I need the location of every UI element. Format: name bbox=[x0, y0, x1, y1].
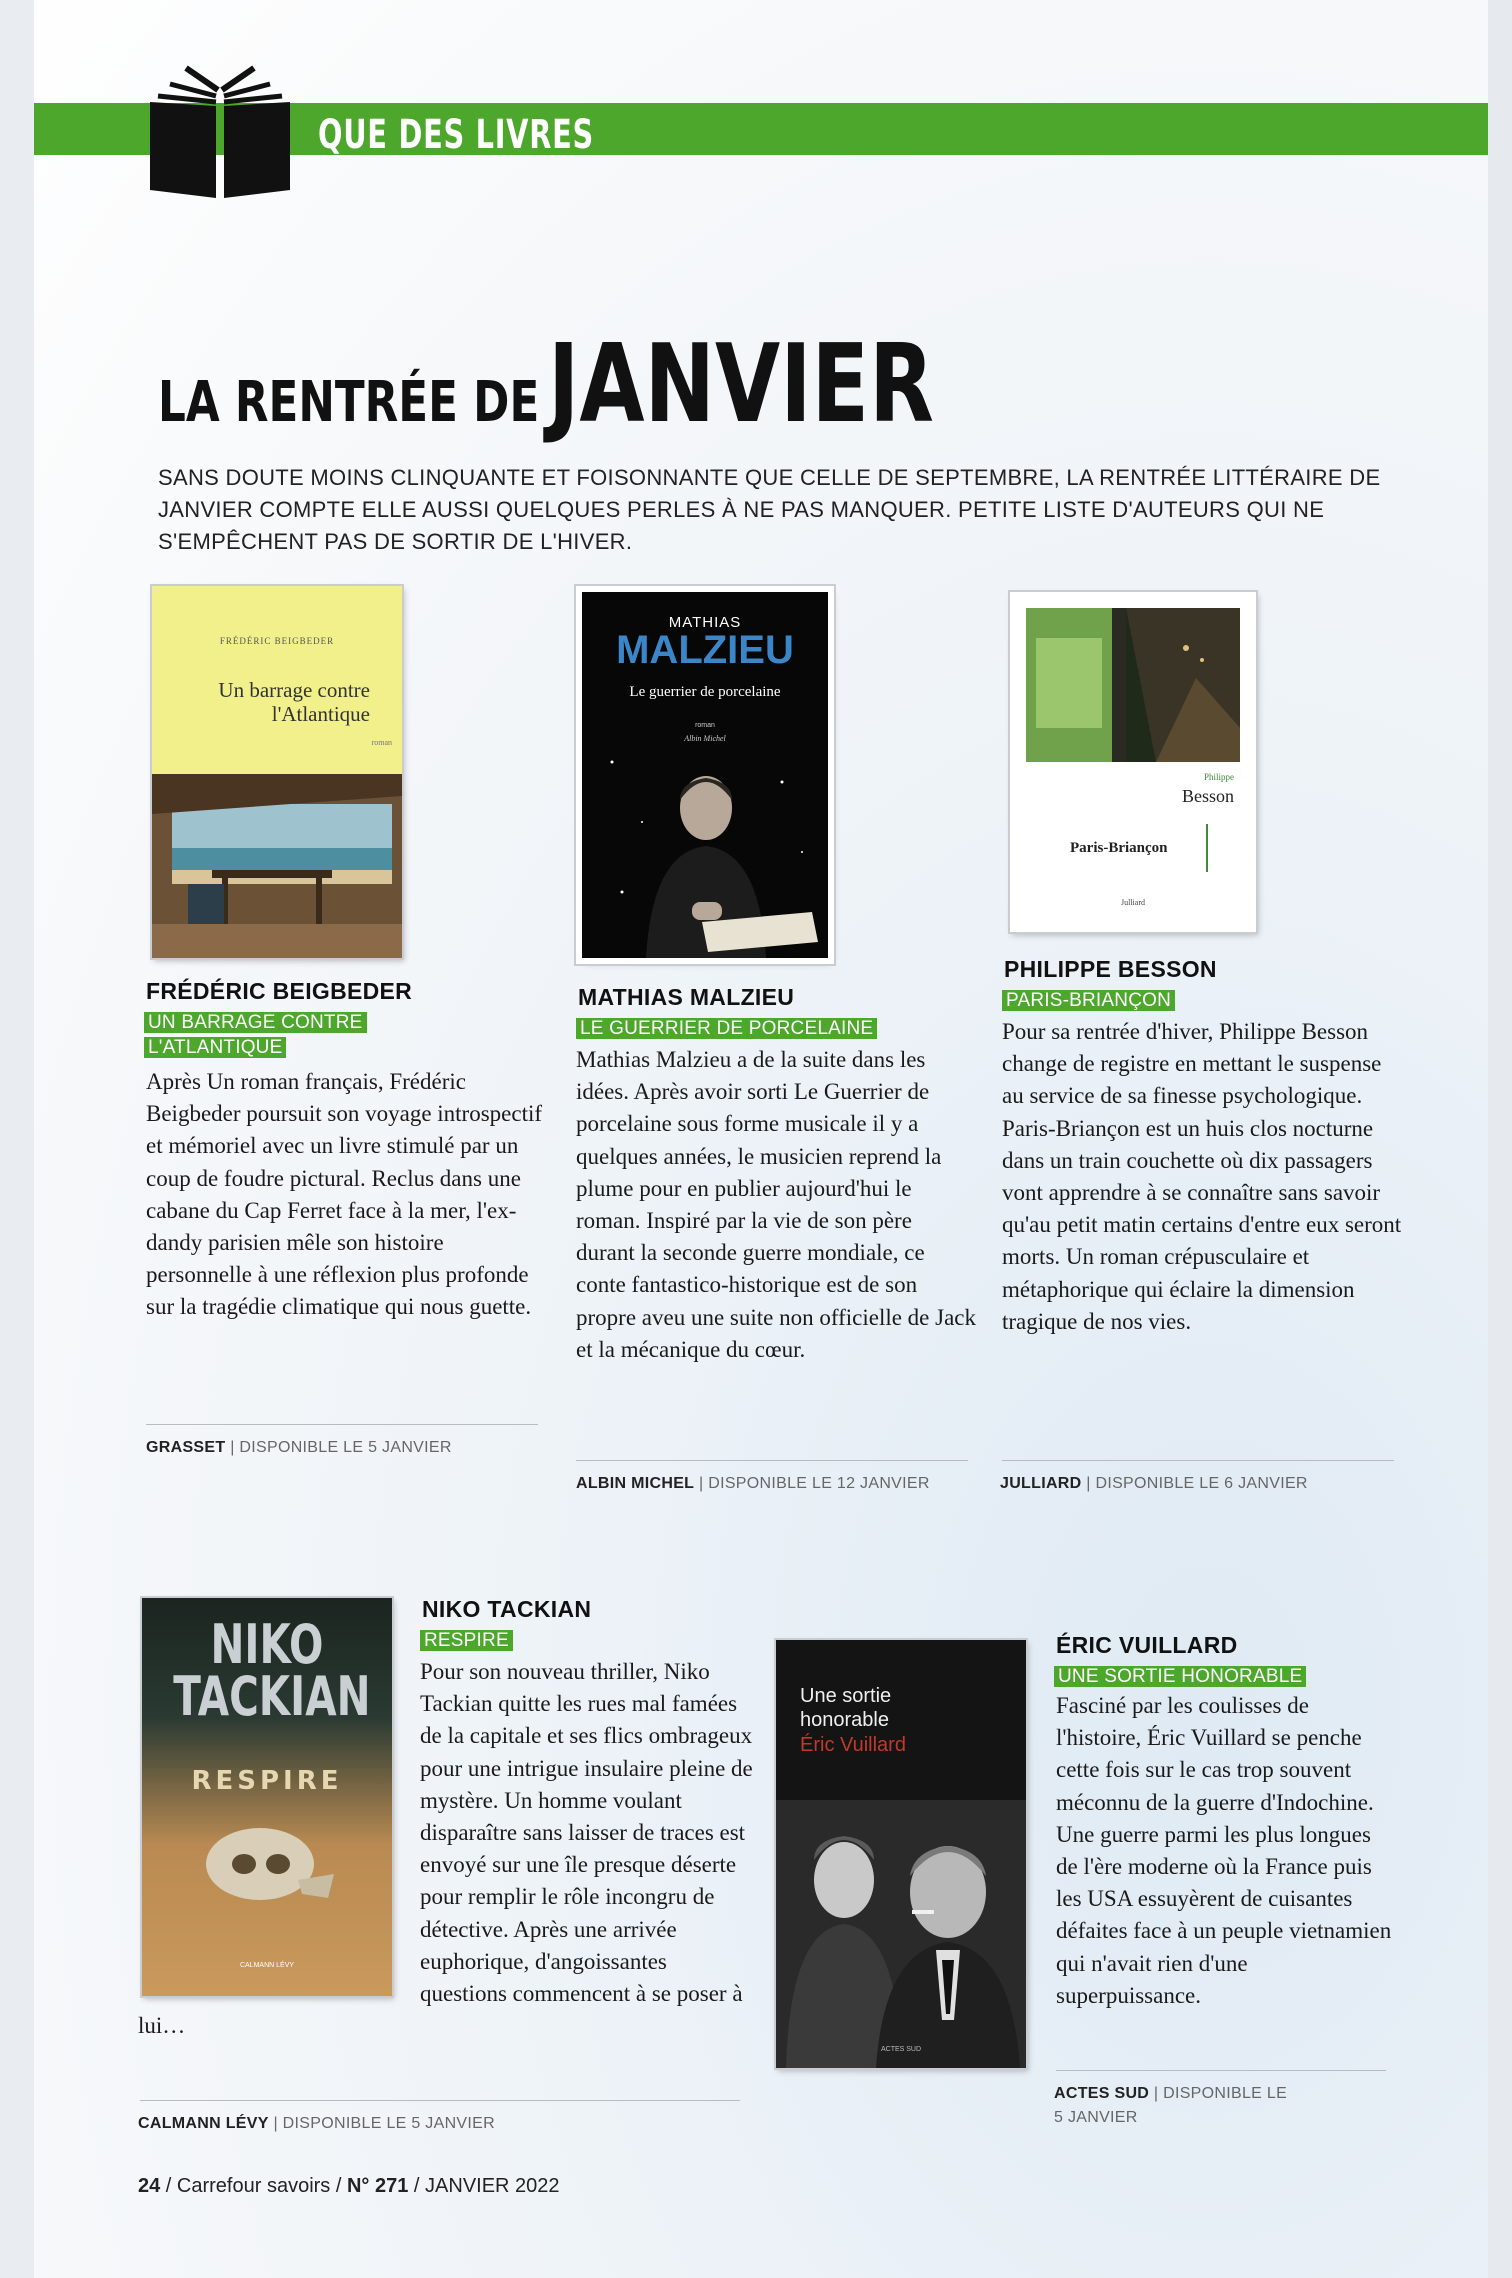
cover-author: Éric Vuillard bbox=[800, 1734, 906, 1756]
page-footer: 24 / Carrefour savoirs / N° 271 / JANVIER 2022 bbox=[138, 2175, 560, 2197]
cover-title: RESPIRE bbox=[191, 1766, 343, 1796]
book-meta-beigbeder: GRASSET | DISPONIBLE LE 5 JANVIER bbox=[146, 1439, 452, 1456]
intro-text: SANS DOUTE MOINS CLINQUANTE ET FOISONNANTE QUE CELLE DE SEPTEMBRE, LA RENTRÉE LITTÉRAIRE DE JANVIER COMPTE ELLE AUSSI QUELQUES PERLES À NE PAS MANQUER. PETITE LISTE D'AUTEURS QUI NE S'EMPÊCHENT PAS DE SORTIR DE L'HIVER. bbox=[158, 465, 1381, 554]
book-title-beigbeder: UN BARRAGE CONTRE L'ATLANTIQUE bbox=[144, 1010, 414, 1060]
headline-part2: JANVIER bbox=[547, 322, 934, 447]
cover-author-last: Besson bbox=[1181, 786, 1234, 806]
book-title-vuillard: UNE SORTIE HONORABLE bbox=[1054, 1664, 1394, 1689]
divider bbox=[1002, 1460, 1394, 1461]
section-title: QUE DES LIVRES bbox=[318, 112, 594, 158]
divider bbox=[140, 2100, 740, 2101]
cover-publisher: Julliard bbox=[1121, 898, 1145, 907]
divider bbox=[576, 1460, 968, 1461]
book-title-tackian: RESPIRE bbox=[420, 1628, 720, 1653]
cover-author-last: TACKIAN bbox=[173, 1665, 371, 1728]
cover-genre: roman bbox=[695, 722, 715, 729]
headline-part1: LA RENTRÉE DE bbox=[158, 370, 540, 435]
book-title-malzieu: LE GUERRIER DE PORCELAINE bbox=[576, 1016, 916, 1041]
book-meta-besson: JULLIARD | DISPONIBLE LE 6 JANVIER bbox=[1000, 1475, 1308, 1492]
book-author-vuillard: ÉRIC VUILLARD bbox=[1056, 1632, 1238, 1658]
book-summary-malzieu: Mathias Malzieu a de la suite dans les idées. Après avoir sorti Le Guerrier de porcelaine sous forme musicale il y a quelques années, le musicien reprend la plume pour en publier aujourd'hui le roman. Inspiré par la vie de son père durant la seconde guerre mondiale, ce conte fantastico-historique est de son propre aveu une suite non officielle de Jack et la mécanique du cœur. bbox=[576, 1047, 977, 1362]
magazine-name: Carrefour savoirs bbox=[176, 2175, 331, 2197]
cover-title-bar bbox=[1206, 824, 1208, 872]
cover-portrait-photo bbox=[776, 1800, 1026, 2068]
page-headline bbox=[158, 322, 934, 447]
book-cover-besson bbox=[1010, 592, 1256, 932]
cover-cabin-photo bbox=[152, 774, 402, 958]
cover-title: Une sortie honorable bbox=[800, 1685, 892, 1731]
book-title-besson: PARIS-BRIANÇON bbox=[1002, 988, 1342, 1013]
cover-title: Un barrage contre l'Atlantique bbox=[218, 678, 370, 726]
cover-author-first: MATHIAS bbox=[668, 614, 742, 631]
issue-number: N° 271 bbox=[346, 2175, 409, 2197]
book-summary-beigbeder: Après Un roman français, Frédéric Beigbeder poursuit son voyage introspectif et mémoriel avec un livre stimulé par un coup de foudre pictural. Reclus dans une cabane du Cap Ferret face à la mer, l'ex-dandy parisien mêle son histoire personnelle à une réflexion plus profonde sur la tragédie climatique qui nous guette. bbox=[146, 1069, 543, 1320]
cover-train-photo bbox=[1026, 608, 1240, 762]
book-cover-beigbeder bbox=[152, 586, 402, 958]
open-book-icon bbox=[150, 62, 290, 198]
divider bbox=[1056, 2070, 1386, 2071]
cover-title: Le guerrier de porcelaine bbox=[629, 684, 781, 700]
divider bbox=[146, 1424, 538, 1425]
book-cover-malzieu bbox=[582, 592, 828, 958]
book-meta-vuillard: ACTES SUD | DISPONIBLE LE 5 JANVIER bbox=[1054, 2085, 1288, 2126]
cover-publisher: CALMANN LÉVY bbox=[239, 1962, 295, 1969]
cover-genre: roman bbox=[371, 738, 392, 747]
cover-title: Paris-Briançon bbox=[1070, 840, 1168, 856]
page-number: 24 bbox=[138, 2175, 161, 2197]
book-author-malzieu: MATHIAS MALZIEU bbox=[578, 984, 795, 1010]
cover-author-first: NIKO bbox=[210, 1613, 324, 1676]
cover-author-last: MALZIEU bbox=[616, 628, 794, 672]
cover-author: FRÉDÉRIC BEIGBEDER bbox=[219, 636, 335, 646]
issue-date: JANVIER 2022 bbox=[425, 2175, 560, 2197]
book-author-besson: PHILIPPE BESSON bbox=[1004, 956, 1217, 982]
book-summary-vuillard: Fasciné par les coulisses de l'histoire, Éric Vuillard se penche cette fois sur le cas trop souvent méconnu de la guerre d'Indochine. Une guerre parmi les plus longues de l'ère moderne où la France puis les USA essuyèrent de cuisantes défaites face à un peuple vietnamien qui n'avait rien d'une superpuissance. bbox=[1056, 1693, 1392, 2008]
cover-publisher: ACTES SUD bbox=[880, 2046, 922, 2053]
book-cover-vuillard bbox=[776, 1640, 1026, 2068]
book-summary-besson: Pour sa rentrée d'hiver, Philippe Besson change de registre en mettant le suspense au service de sa finesse psychologique. Paris-Briançon est un huis clos nocturne dans un train couchette où dix passagers vont apprendre à se connaître sans savoir qu'au petit matin certains d'entre eux seront morts. Un roman crépusculaire et métaphorique qui éclaire la dimension tragique de nos vies. bbox=[1002, 1019, 1402, 1334]
book-summary-tackian: Pour son nouveau thriller, Niko Tackian quitte les rues mal famées de la capitale et ses flics ombrageux pour une intrigue insulaire pleine de mystère. Un homme voulant disparaître sans laisser de traces est envoyé sur une île presque déserte pour remplir le rôle incongru de détective. Après une arrivée euphorique, d'angoissantes questions commencent à se poser à lui… bbox=[138, 1659, 753, 2039]
book-meta-tackian: CALMANN LÉVY | DISPONIBLE LE 5 JANVIER bbox=[138, 2115, 495, 2132]
book-author-tackian: NIKO TACKIAN bbox=[422, 1596, 592, 1622]
book-author-beigbeder: FRÉDÉRIC BEIGBEDER bbox=[146, 978, 413, 1004]
cover-boy-illustration bbox=[582, 742, 828, 958]
book-meta-malzieu: ALBIN MICHEL | DISPONIBLE LE 12 JANVIER bbox=[576, 1475, 930, 1492]
cover-publisher: Albin Michel bbox=[684, 734, 726, 743]
cover-author-first: Philippe bbox=[1203, 772, 1234, 782]
